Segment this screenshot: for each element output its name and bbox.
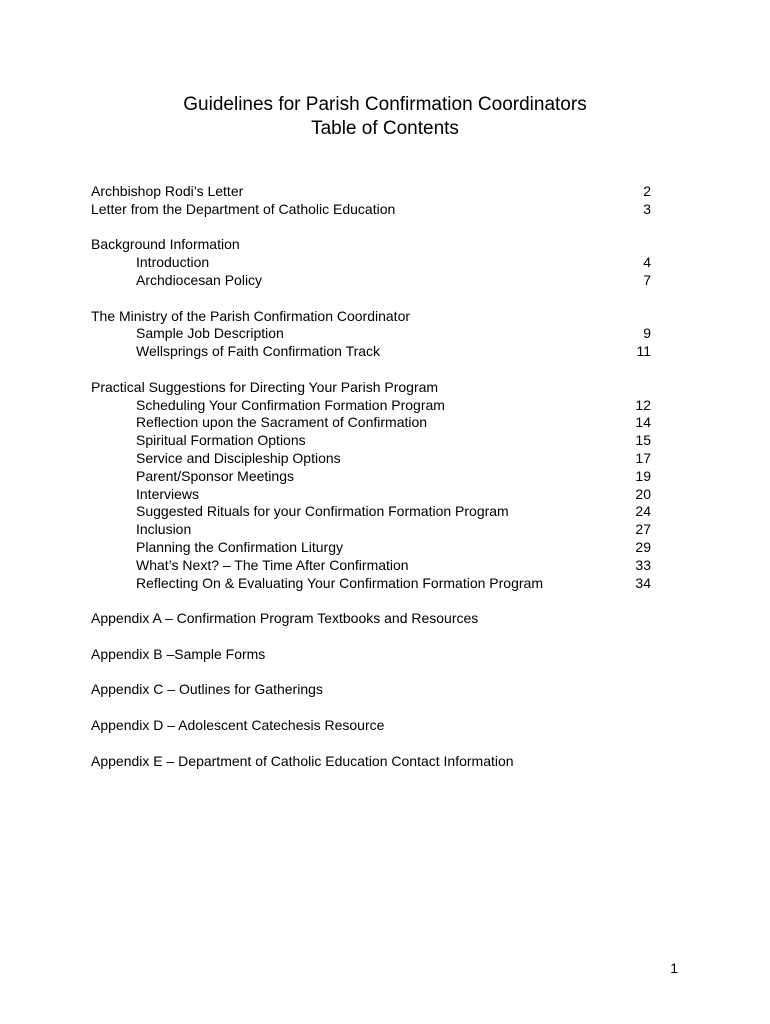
toc-entry-page: 12 <box>635 396 651 413</box>
toc-entry-label: Archdiocesan Policy <box>136 271 263 288</box>
toc-section-heading-label: The Ministry of the Parish Confirmation Coordinator <box>91 307 411 324</box>
toc-entry-label: Planning the Confirmation Liturgy <box>136 538 344 555</box>
toc-entry-page: 34 <box>635 574 651 591</box>
toc-entry <box>91 503 651 521</box>
toc-entry-label: Sample Job Description <box>136 325 284 342</box>
toc-entry-label: Letter from the Department of Catholic Education <box>91 200 396 217</box>
toc-appendix-label: Appendix E – Department of Catholic Education Contact Information <box>91 752 514 769</box>
toc-section-heading <box>91 379 651 397</box>
toc-appendix-label: Appendix A – Confirmation Program Textbooks and Resources <box>91 610 479 627</box>
toc-entry-label: Archbishop Rodi’s Letter <box>91 183 244 199</box>
toc-entry-label: Interviews <box>136 485 200 502</box>
toc-entry <box>91 432 651 450</box>
toc-entry <box>91 521 651 539</box>
toc-entry-label: Inclusion <box>136 521 192 538</box>
toc-entry-page: 3 <box>643 200 651 217</box>
toc-entry <box>91 557 651 575</box>
toc-entry-label: Reflection upon the Sacrament of Confirmation <box>136 414 428 431</box>
toc-section-heading-label: Background Information <box>91 236 240 253</box>
page-number: 1 <box>670 960 678 976</box>
toc-entry-label: Parent/Sponsor Meetings <box>136 467 294 484</box>
toc-entry <box>91 201 651 219</box>
toc-appendix-label: Appendix D – Adolescent Catechesis Resource <box>91 716 385 733</box>
toc-entry <box>91 254 651 272</box>
toc-entry-label: Introduction <box>136 254 210 271</box>
toc-entry-label: Spiritual Formation Options <box>136 432 306 449</box>
toc-section-heading-label: Practical Suggestions for Directing Your Parish Program <box>91 378 439 395</box>
toc-section-heading <box>91 308 651 326</box>
toc-appendix-label: Appendix C – Outlines for Gatherings <box>91 681 323 698</box>
toc-appendix <box>91 753 651 771</box>
toc-entry-page: 27 <box>635 521 651 538</box>
toc-section-heading <box>91 236 651 254</box>
toc-appendix <box>91 717 651 735</box>
toc-entry-label: Wellsprings of Faith Confirmation Track <box>136 343 381 360</box>
toc-entry <box>91 343 651 361</box>
toc-entry-page: 9 <box>643 325 651 342</box>
toc-entry-page: 4 <box>643 254 651 271</box>
toc-entry <box>91 414 651 432</box>
document-title: Guidelines for Parish Confirmation Coordinators <box>183 94 587 115</box>
toc-entry-page: 2 <box>643 183 651 199</box>
table-of-contents <box>91 183 651 770</box>
toc-entry-page: 7 <box>643 271 651 288</box>
toc-entry-page: 20 <box>635 485 651 502</box>
toc-entry-label: What’s Next? – The Time After Confirmation <box>136 556 409 573</box>
toc-entry <box>91 272 651 290</box>
toc-entry <box>91 325 651 343</box>
toc-entry-page: 11 <box>636 343 651 360</box>
toc-entry-label: Suggested Rituals for your Confirmation Formation Program <box>136 503 509 520</box>
toc-entry-page: 14 <box>635 414 651 431</box>
toc-appendix <box>91 681 651 699</box>
toc-appendix <box>91 610 651 628</box>
toc-entry <box>91 575 651 593</box>
toc-entry-label: Reflecting On & Evaluating Your Confirmation Formation Program <box>136 574 543 591</box>
toc-entry-label: Scheduling Your Confirmation Formation Program <box>136 396 445 413</box>
toc-entry <box>91 450 651 468</box>
toc-entry <box>91 183 651 201</box>
toc-entry <box>91 468 651 486</box>
toc-entry-page: 29 <box>635 538 651 555</box>
toc-entry-page: 15 <box>635 432 651 449</box>
toc-entry <box>91 539 651 557</box>
toc-entry-label: Service and Discipleship Options <box>136 449 341 466</box>
toc-entry-page: 19 <box>635 467 651 484</box>
toc-appendix <box>91 646 651 664</box>
toc-entry <box>91 486 651 504</box>
toc-entry-page: 24 <box>635 503 651 520</box>
toc-appendix-label: Appendix B –Sample Forms <box>91 645 266 662</box>
document-subtitle: Table of Contents <box>311 118 459 139</box>
toc-entry <box>91 397 651 415</box>
toc-entry-page: 17 <box>635 449 651 466</box>
document-header <box>0 93 770 141</box>
toc-entry-page: 33 <box>635 556 651 573</box>
